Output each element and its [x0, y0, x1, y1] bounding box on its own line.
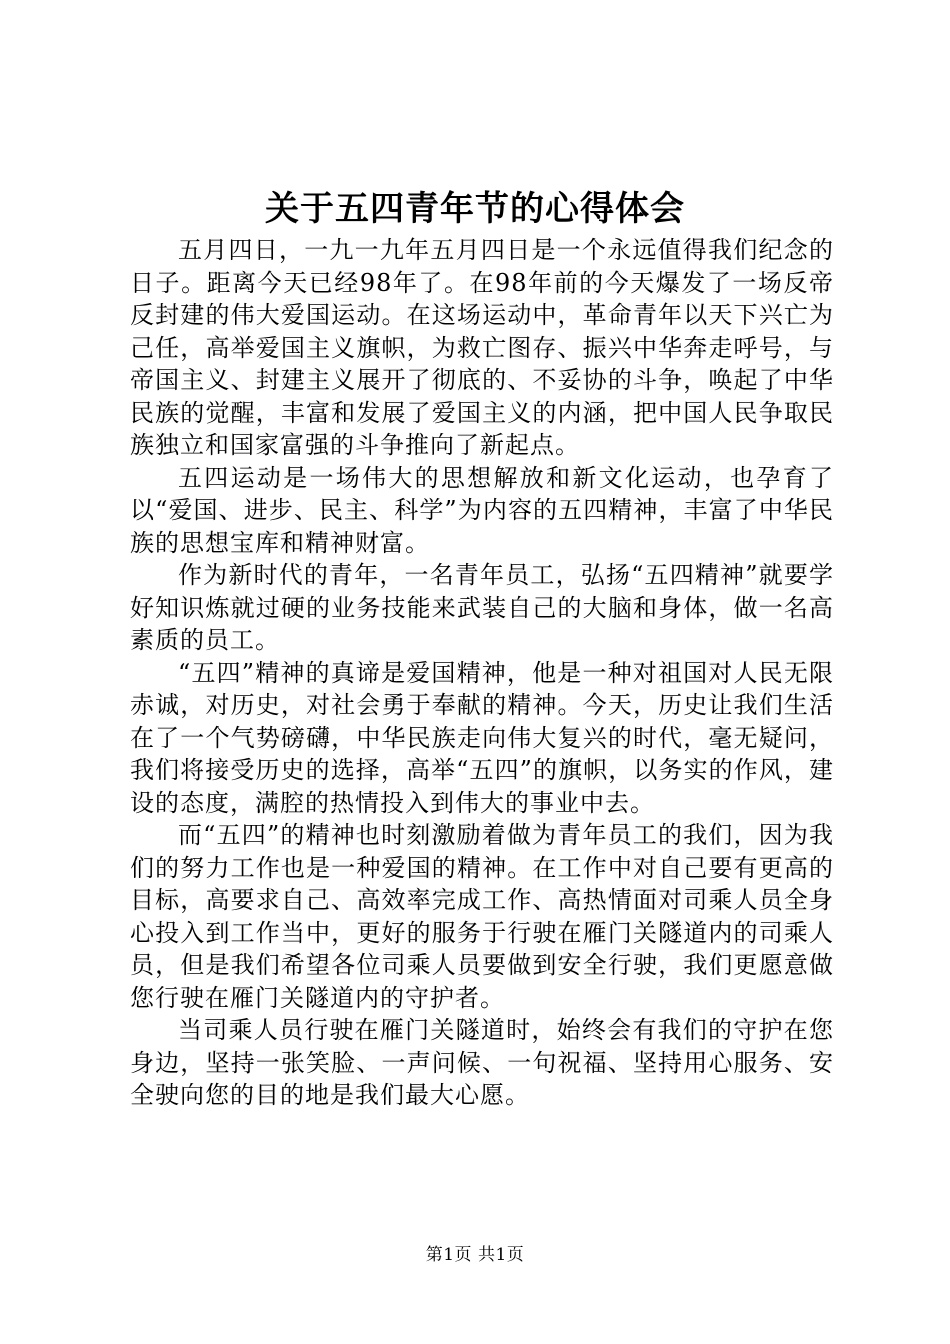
paragraph-5: 而“五四”的精神也时刻激励着做为青年员工的我们，因为我们的努力工作也是一种爱国的精神。在工作中对自己要有更高的目标，高要求自己、高效率完成工作、高热情面对司乘人员全身心投入到工作当中，更好的服务于行驶在雁门关隧道内的司乘人员，但是我们希望各位司乘人员要做到安全行驶，我们更愿意做您行驶在雁门关隧道内的守护者。	[130, 821, 834, 1012]
paragraph-6: 当司乘人员行驶在雁门关隧道时，始终会有我们的守护在您身边，坚持一张笑脸、一声问候、一句祝福、坚持用心服务、安全驶向您的目的地是我们最大心愿。	[130, 1016, 834, 1109]
document-body	[130, 234, 834, 1112]
paragraph-3: 作为新时代的青年，一名青年员工，弘扬“五四精神”就要学好知识炼就过硬的业务技能来武装自己的大脑和身体，做一名高素质的员工。	[130, 561, 834, 654]
paragraph-4: “五四”精神的真谛是爱国精神，他是一种对祖国对人民无限赤诚，对历史，对社会勇于奉献的精神。今天，历史让我们生活在了一个气势磅礴，中华民族走向伟大复兴的时代，毫无疑问，我们将接受历史的选择，高举“五四”的旗帜，以务实的作风，建设的态度，满腔的热情投入到伟大的事业中去。	[130, 658, 834, 817]
document-title: 关于五四青年节的心得体会	[265, 189, 685, 229]
paragraph-2: 五四运动是一场伟大的思想解放和新文化运动，也孕育了以“爱国、进步、民主、科学”为内容的五四精神，丰富了中华民族的思想宝库和精神财富。	[130, 463, 834, 557]
page-footer: 第1页 共1页	[425, 1245, 525, 1265]
paragraph-1: 五月四日，一九一九年五月四日是一个永远值得我们纪念的日子。距离今天已经98年了。在98年前的今天爆发了一场反帝反封建的伟大爱国运动。在这场运动中，革命青年以天下兴亡为己任，高举爱国主义旗帜，为救亡图存、振兴中华奔走呼号，与帝国主义、封建主义展开了彻底的、不妥协的斗争，唤起了中华民族的觉醒，丰富和发展了爱国主义的内涵，把中国人民争取民族独立和国家富强的斗争推向了新起点。	[130, 236, 834, 459]
